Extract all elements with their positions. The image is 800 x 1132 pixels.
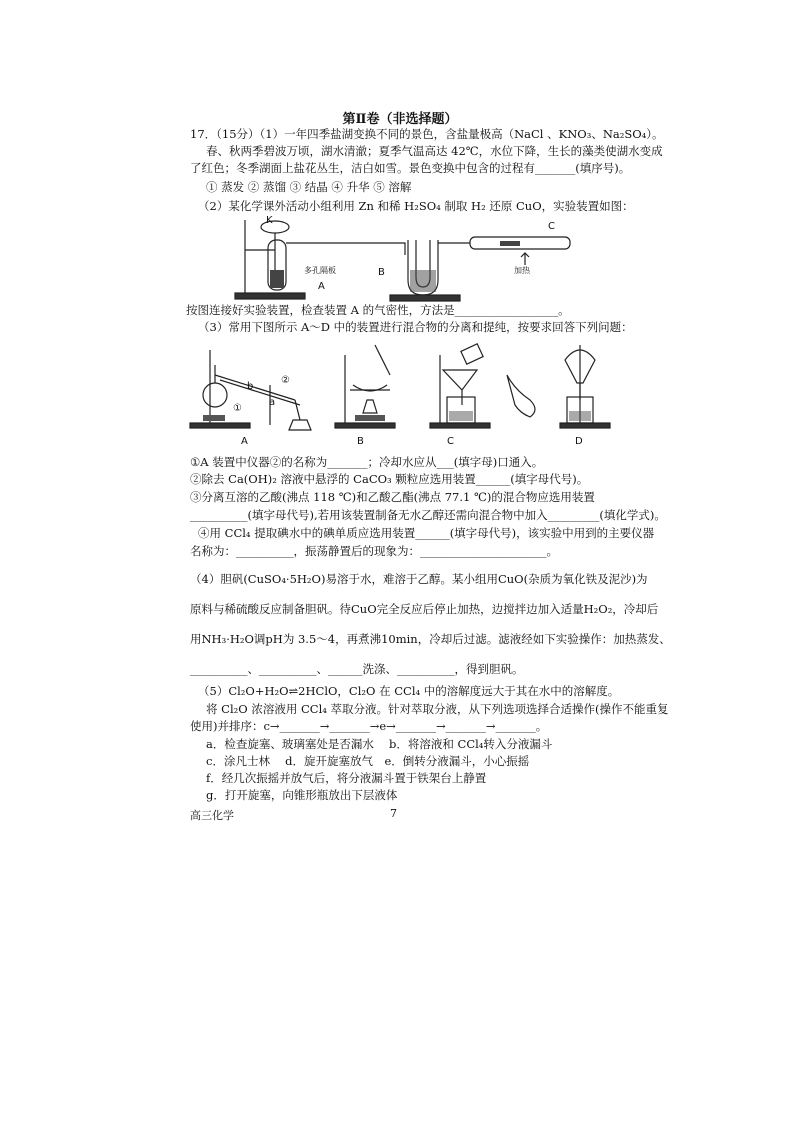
text-line: f．经几次振摇并放气后，将分液漏斗置于铁架台上静置 — [206, 771, 487, 785]
text-line: 春、秋两季碧波万顷，湖水清澈；夏季气温高达 42℃，水位下降，生长的藻类使湖水变成 — [206, 144, 663, 158]
text-line: 按图连接好实验装置，检查装置 A 的气密性，方法是__________________。 — [186, 303, 570, 317]
text-line: （3）常用下图所示 A～D 中的装置进行混合物的分离和提纯，按要求回答下列问题： — [198, 320, 633, 334]
label-c: C — [447, 436, 454, 447]
text-line: __________(填字母代号),若用该装置制备无水乙醇还需向混合物中加入_________(填化学式)。 — [190, 508, 666, 522]
text-line: 名称为：__________，振荡静置后的现象为：______________________。 — [190, 544, 558, 558]
figure-h2-apparatus — [230, 215, 590, 305]
label-a: A — [241, 436, 248, 447]
text-line: 将 Cl₂O 浓溶液用 CCl₄ 萃取分液。针对萃取分液，从下列选项选择合适操作(操作不能重复 — [206, 702, 669, 716]
text-line: __________、__________、______洗涤、__________，得到胆矾。 — [190, 662, 524, 676]
text-line: g．打开旋塞，向锥形瓶放出下层液体 — [206, 788, 398, 802]
text-line: ③分离互溶的乙酸(沸点 118 ℃)和乙酸乙酯(沸点 77.1 ℃)的混合物应选用装置 — [190, 490, 595, 504]
text-line: （2）某化学课外活动小组利用 Zn 和稀 H₂SO₄ 制取 H₂ 还原 CuO，实验装置如图： — [198, 199, 634, 213]
label-a: A — [318, 281, 325, 292]
text-line: 用NH₃·H₂O调pH为 3.5～4，再煮沸10min，冷却后过滤。滤液经如下实验操作：加热蒸发、 — [190, 632, 671, 646]
footer-page-number: 7 — [390, 807, 397, 820]
text-line: a．检查旋塞、玻璃塞处是否漏水 b．将溶液和 CCl₄转入分液漏斗 — [206, 737, 553, 751]
text-line: 原料与稀硫酸反应制备胆矾。待CuO完全反应后停止加热，边搅拌边加入适量H₂O₂，冷却后 — [190, 602, 659, 616]
text-line: 了红色；冬季湖面上盐花丛生，洁白如雪。景色变换中包含的过程有_______(填序号)。 — [190, 161, 631, 175]
label-heat: 加热 — [514, 266, 530, 275]
label-k: K — [266, 215, 273, 226]
text-line: （4）胆矾(CuSO₄·5H₂O)易溶于水，难溶于乙醇。某小组用CuO(杂质为氧化铁及泥沙)为 — [190, 572, 648, 586]
text-line: （5）Cl₂O+H₂O⇌2HClO，Cl₂O 在 CCl₄ 中的溶解度远大于其在水中的溶解度。 — [198, 684, 620, 698]
label-a-port: a — [269, 397, 276, 408]
figure-separation-apparatus — [185, 335, 615, 445]
label-b: B — [357, 436, 364, 447]
label-b: B — [378, 267, 385, 278]
text-line: 使用)并排序：c→_______→_______→e→_______→_______→_______。 — [190, 719, 548, 733]
text-line: c．涂凡士林 d．旋开旋塞放气 e．倒转分液漏斗，小心振摇 — [206, 754, 530, 768]
label-c: C — [548, 221, 555, 232]
section-title: 第Ⅱ卷（非选择题） — [342, 112, 458, 127]
text-line: ① 蒸发 ② 蒸馏 ③ 结晶 ④ 升华 ⑤ 溶解 — [206, 180, 412, 194]
label-b-port: b — [247, 381, 254, 392]
label-2: ② — [281, 375, 290, 386]
label-1: ① — [233, 403, 242, 414]
text-line: 17．（15分）（1）一年四季盐湖变换不同的景色，含盐量极高（NaCl 、KNO₃、Na₂SO₄）。 — [190, 127, 664, 141]
text-line: ②除去 Ca(OH)₂ 溶液中悬浮的 CaCO₃ 颗粒应选用装置______(填字母代号)。 — [190, 472, 589, 486]
footer-subject: 高三化学 — [190, 809, 234, 822]
label-zn: 多孔隔板 — [304, 266, 336, 275]
label-d: D — [575, 436, 583, 447]
text-line: ④用 CCl₄ 提取碘水中的碘单质应选用装置______(填字母代号)，该实验中用到的主要仪器 — [198, 526, 655, 540]
text-line: ①A 装置中仪器②的名称为_______；冷却水应从___(填字母)口通入。 — [190, 455, 544, 469]
